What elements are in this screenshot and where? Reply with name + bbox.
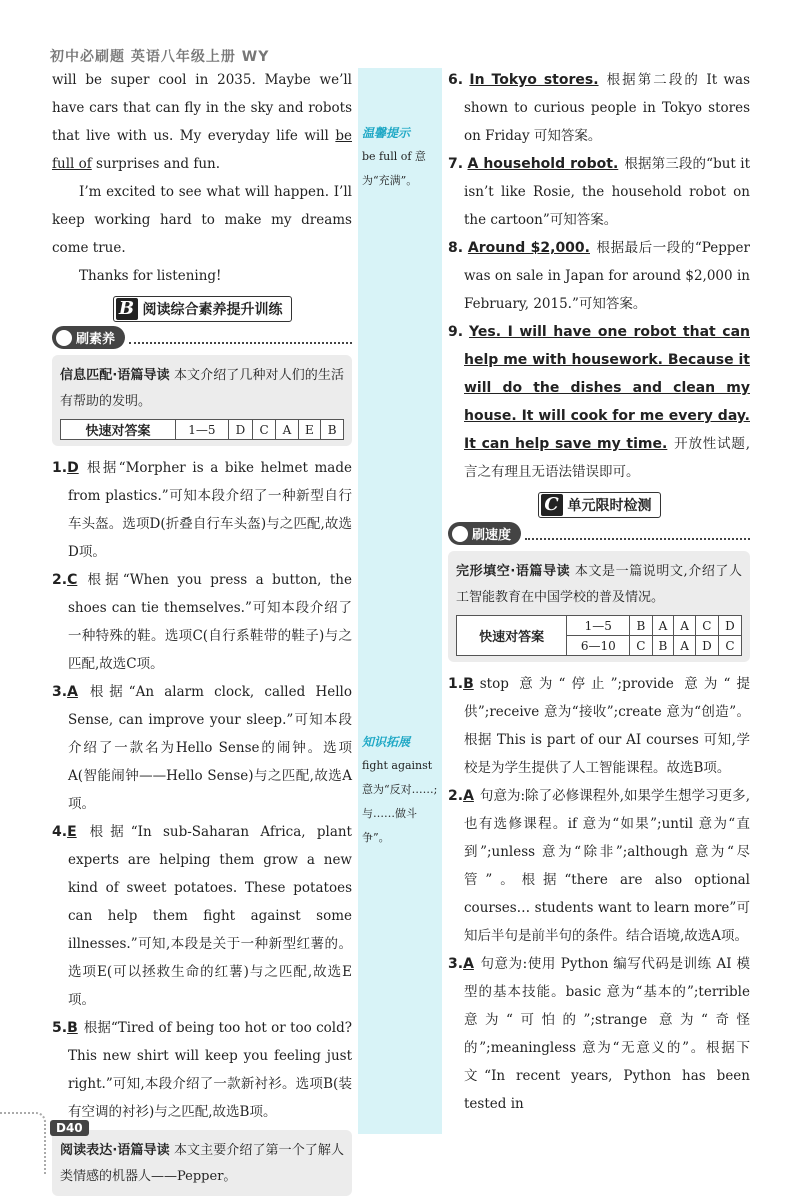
answer-item: 4.E 根据“In sub-Saharan Africa, plant experts are helping them grow a new kind of sweet potatoes. These potatoes can help them fight against some illnesses.”可知,本段是关于一种新型红薯的。选项E(可以拯救生命的红薯)与之匹配,故选E项。: [52, 824, 352, 1008]
answer-item: 3.A 句意为:使用 Python 编写代码是训练 AI 模型的基本技能。basic 意为“基本的”;terrible 意为“可怕的”;strange 意为“奇怪的”;meaningless 意为“无意义的”。根据下文“In recent years, Python has been tested in: [448, 956, 750, 1112]
tip-note: 温馨提示 be full of 意为“充满”。: [358, 124, 442, 193]
pill-row: [52, 326, 352, 349]
section-c-title: C 单元限时检测: [448, 492, 750, 518]
answer-item: 9. Yes. I will have one robot that can help me with housework. Because it will do the dishes and clean my house. It will cook for me every day. It can help save my time. 开放性试题,言之有理且无语法错误即可。: [448, 324, 751, 480]
answer-item: 3.A 根据“An alarm clock, called Hello Sense, can improve your sleep.”可知本段介绍了一款名为Hello Sense的闹钟。选项A(智能闹钟——Hello Sense)与之匹配,故选A项。: [52, 684, 352, 812]
knowledge-note: 知识拓展 fight against 意为“反对……;与……做斗争”。: [358, 733, 442, 850]
passage-paragraph: Thanks for listening!: [79, 268, 222, 284]
badge-icon: [452, 526, 468, 542]
guide-box: 阅读表达·语篇导读 本文主要介绍了第一个了解人类情感的机器人——Pepper。: [52, 1130, 352, 1196]
page-header: 初中必刷题 英语八年级上册 WY: [50, 49, 270, 65]
practice-badge: 刷素养: [52, 326, 125, 349]
answer-item: 1.D 根据“Morpher is a bike helmet made from plastics.”可知本段介绍了一种新型自行车头盔。选项D(折叠自行车头盔)与之匹配,故选D项。: [52, 460, 352, 560]
left-column: [52, 66, 352, 1204]
section-letter-icon: C: [541, 494, 563, 516]
tip-title: 温馨提示: [362, 126, 411, 140]
margin-notes: [358, 68, 442, 1134]
answer-item: 5.B 根据“Tired of being too hot or too cold? This new shirt will keep you feeling just right.”可知,本段介绍了一款新衬衫。选项B(装有空调的衬衫)与之匹配,故选B项。: [52, 1020, 352, 1120]
answer-item: 6. In Tokyo stores. 根据第二段的 It was shown to curious people in Tokyo stores on Friday 可知答案。: [448, 72, 751, 144]
guide-box: 信息匹配·语篇导读 本文介绍了几种对人们的生活有帮助的发明。 快速对答案 1—5 D C A E B: [52, 355, 352, 446]
corner-decoration: [0, 1112, 46, 1174]
answer-table: 快速对答案 1—5 D C A E B: [60, 419, 344, 440]
answer-item: 7. A household robot. 根据第三段的“but it isn’t like Rosie, the household robot on the cartoon”可知答案。: [448, 156, 750, 228]
section-letter-icon: B: [116, 298, 138, 320]
pill-row: [448, 522, 750, 545]
passage-paragraph: I’m excited to see what will happen. I’ll keep working hard to make my dreams come true.: [52, 184, 352, 256]
answer-table: 快速对答案 1—5 B A A C D 6—10 C B A D C: [456, 615, 742, 656]
badge-icon: [56, 330, 72, 346]
passage-paragraph: will be super cool in 2035. Maybe we’ll have cars that can fly in the sky and robots that live with us. My everyday life will be full of surprises and fun.: [52, 72, 352, 172]
tip-title: 知识拓展: [362, 735, 411, 749]
section-b-title: B 阅读综合素养提升训练: [52, 296, 352, 322]
answer-item: 8. Around $2,000. 根据最后一段的“Pepper was on sale in Japan for around $2,000 in February, 2015.”可知答案。: [448, 240, 750, 312]
answer-item: 2.A 句意为:除了必修课程外,如果学生想学习更多,也有选修课程。if 意为“如果”;until 意为“直到”;unless 意为“除非”;although 意为“尽管”。根据“there are also optional courses… students want to learn more”可知后半句是前半句的条件。结合语境,故选A项。: [448, 788, 750, 944]
right-column: [448, 66, 750, 1118]
answer-item: 1.B stop 意为“停止”;provide 意为“提供”;receive 意为“接收”;create 意为“创造”。根据 This is part of our AI courses 可知,学校是为学生提供了人工智能课程。故选B项。: [448, 676, 750, 776]
guide-box: 完形填空·语篇导读 本文是一篇说明文,介绍了人工智能教育在中国学校的普及情况。 快速对答案 1—5 B A A C D 6—10 C B A D C: [448, 551, 750, 662]
speed-badge: 刷速度: [448, 522, 521, 545]
page-number: D40: [50, 1120, 89, 1136]
answer-item: 2.C 根据“When you press a button, the shoes can tie themselves.”可知本段介绍了一种特殊的鞋。选项C(自行系鞋带的鞋子)与之匹配,故选C项。: [52, 572, 352, 672]
